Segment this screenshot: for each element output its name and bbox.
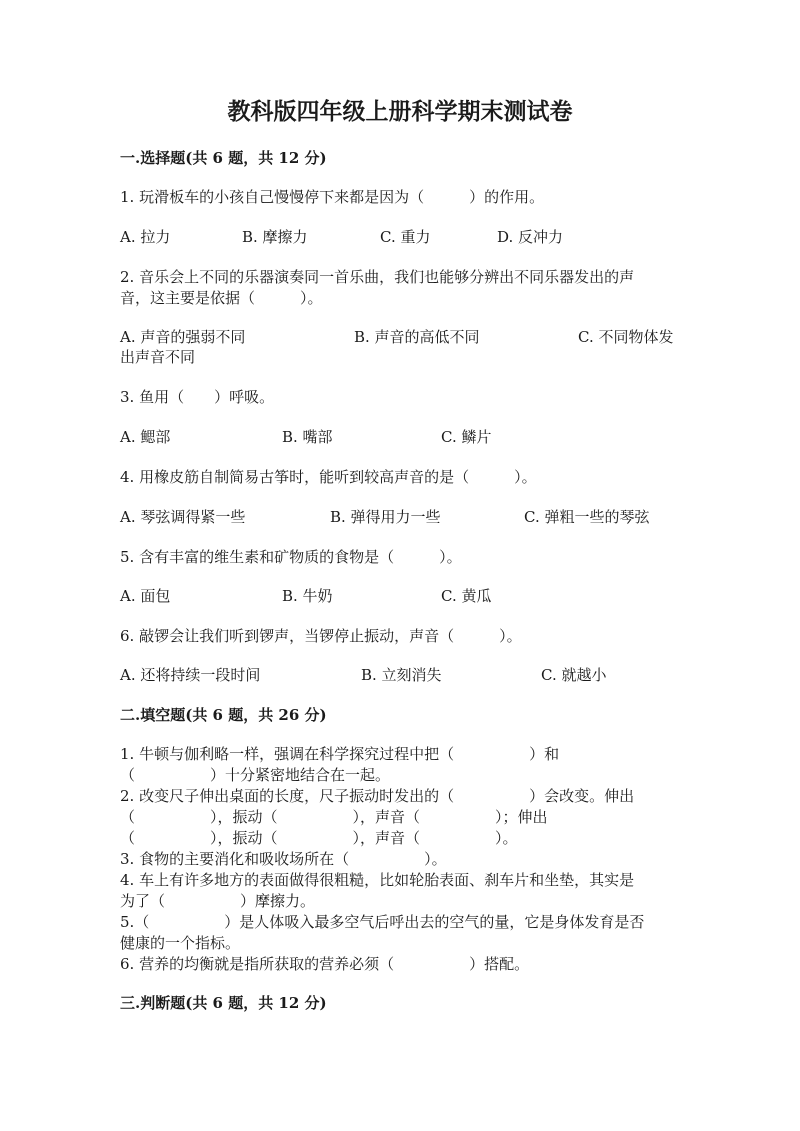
- question-2-text-line2: 音，这主要是依据（ ）。: [120, 289, 323, 307]
- q3-option-a: A. 鳃部: [120, 428, 171, 446]
- question-1-text: 1. 玩滑板车的小孩自己慢慢停下来都是因为（ ）的作用。: [120, 188, 545, 206]
- question-4-text: 4. 用橡皮筋自制简易古筝时，能听到较高声音的是（ ）。: [120, 468, 537, 486]
- fill-line: 3. 食物的主要消化和吸收场所在（ ）。: [120, 850, 447, 868]
- fill-line: （ ），振动（ ），声音（ ）。: [120, 829, 518, 847]
- question-3-text: 3. 鱼用（ ）呼吸。: [120, 388, 275, 406]
- q6-option-b: B. 立刻消失: [361, 666, 442, 684]
- q1-option-d: D. 反冲力: [497, 228, 564, 246]
- fill-line: 健康的一个指标。: [120, 934, 241, 952]
- q4-option-a: A. 琴弦调得紧一些: [120, 508, 246, 526]
- q2-option-b: B. 声音的高低不同: [354, 328, 480, 346]
- section-heading-fill-in: 二.填空题(共 6 题，共 26 分): [120, 706, 327, 724]
- q6-option-a: A. 还将持续一段时间: [120, 666, 261, 684]
- fill-line: 5.（ ）是人体吸入最多空气后呼出去的空气的量，它是身体发育是否: [120, 913, 645, 931]
- question-6-text: 6. 敲锣会让我们听到锣声，当锣停止振动，声音（ ）。: [120, 627, 522, 645]
- q3-option-c: C. 鳞片: [441, 428, 492, 446]
- fill-line: 4. 车上有许多地方的表面做得很粗糙，比如轮胎表面、刹车片和坐垫，其实是: [120, 871, 635, 889]
- question-5-text: 5. 含有丰富的维生素和矿物质的食物是（ ）。: [120, 548, 462, 566]
- q1-option-a: A. 拉力: [120, 228, 171, 246]
- q1-option-b: B. 摩擦力: [242, 228, 308, 246]
- q6-option-c: C. 就越小: [541, 666, 607, 684]
- q5-option-c: C. 黄瓜: [441, 587, 492, 605]
- fill-line: （ ）十分紧密地结合在一起。: [120, 766, 391, 784]
- q1-option-c: C. 重力: [380, 228, 431, 246]
- q3-option-b: B. 嘴部: [282, 428, 333, 446]
- fill-line: 1. 牛顿与伽利略一样，强调在科学探究过程中把（ ）和: [120, 745, 560, 763]
- section-heading-choice: 一.选择题(共 6 题，共 12 分): [120, 149, 327, 167]
- fill-line: 为了（ ）摩擦力。: [120, 892, 316, 910]
- fill-line: 2. 改变尺子伸出桌面的长度，尺子振动时发出的（ ）会改变。伸出: [120, 787, 635, 805]
- q5-option-b: B. 牛奶: [282, 587, 333, 605]
- q5-option-a: A. 面包: [120, 587, 171, 605]
- q2-option-a: A. 声音的强弱不同: [120, 328, 246, 346]
- section-heading-true-false: 三.判断题(共 6 题，共 12 分): [120, 994, 327, 1012]
- page-title: 教科版四年级上册科学期末测试卷: [227, 98, 573, 125]
- question-2-text-line1: 2. 音乐会上不同的乐器演奏同一首乐曲，我们也能够分辨出不同乐器发出的声: [120, 268, 635, 286]
- fill-line: 6. 营养的均衡就是指所获取的营养必须（ ）搭配。: [120, 955, 530, 973]
- fill-line: （ ），振动（ ），声音（ ）；伸出: [120, 808, 548, 826]
- q4-option-b: B. 弹得用力一些: [330, 508, 441, 526]
- q2-option-c-continued: 出声音不同: [120, 348, 196, 366]
- q4-option-c: C. 弹粗一些的琴弦: [524, 508, 650, 526]
- q2-option-c: C. 不同物体发: [578, 328, 674, 346]
